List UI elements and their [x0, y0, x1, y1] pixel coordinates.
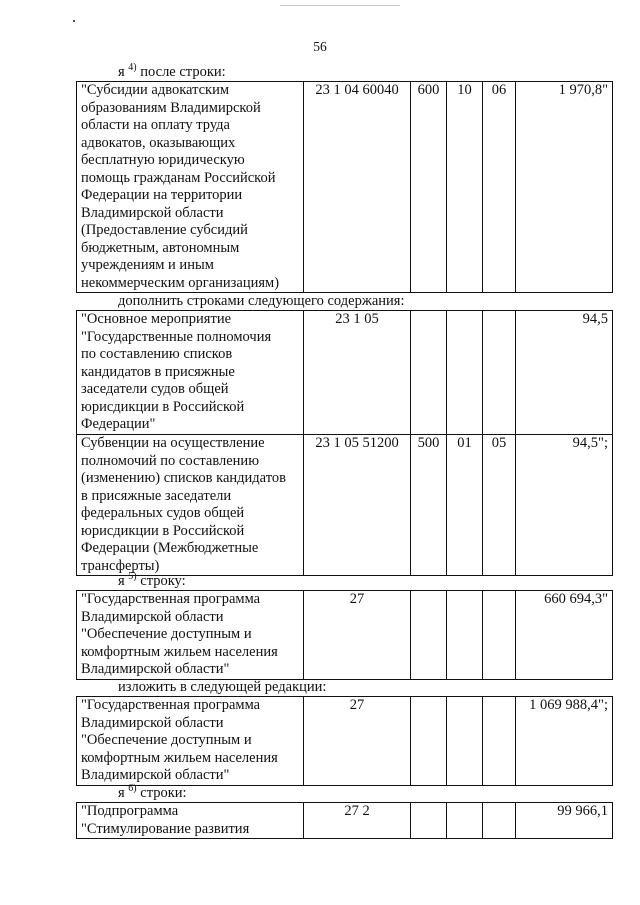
row-sum: 99 966,1	[516, 803, 613, 839]
row-sum: 660 694,3"	[516, 591, 613, 680]
note-add-rows: дополнить строками следующего содержания:	[118, 293, 405, 309]
row-subsection	[483, 591, 516, 680]
row-sum: 94,5";	[516, 435, 613, 576]
row-code: 27	[304, 591, 411, 680]
row-type	[411, 697, 447, 786]
page-number: 56	[313, 39, 327, 54]
scan-dot	[73, 20, 75, 22]
row-type	[411, 311, 447, 435]
row-name: "Государственная программа Владимирской области "Обеспечение доступным и комфортным жильем населения Владимирской области"	[81, 697, 278, 783]
table-block-4	[76, 696, 613, 786]
table-block-2	[76, 310, 613, 576]
note-new-edition: изложить в следующей редакции:	[118, 679, 327, 695]
table-row	[77, 803, 613, 839]
row-section	[447, 803, 483, 839]
top-edge-line	[280, 5, 400, 6]
row-name: "Государственная программа Владимирской области "Обеспечение доступным и комфортным жильем населения Владимирской области"	[81, 591, 278, 677]
table-row	[77, 591, 613, 680]
row-code: 27	[304, 697, 411, 786]
row-name: "Основное мероприятие "Государственные полномочия по составлению списков кандидатов в присяжные заседатели судов общей юрисдикции в Российской Федерации"	[81, 311, 272, 432]
table-block-5	[76, 802, 613, 839]
row-subsection: 05	[483, 435, 516, 576]
row-section	[447, 591, 483, 680]
row-type: 500	[411, 435, 447, 576]
row-code: 23 1 05 51200	[304, 435, 411, 576]
row-name: "Подпрограмма "Стимулирование развития	[81, 803, 250, 837]
row-section: 01	[447, 435, 483, 576]
note-row: я $^{5)}$ строку:	[118, 571, 186, 589]
row-subsection	[483, 311, 516, 435]
row-code: 23 1 04 60040	[304, 82, 411, 293]
row-code: 27 2	[304, 803, 411, 839]
table-block-3	[76, 590, 613, 680]
table-row	[77, 697, 613, 786]
row-type	[411, 803, 447, 839]
row-name: Субвенции на осуществление полномочий по составлению (изменению) списков кандидатов в присяжные заседатели федеральных судов общей юрисдикции в Российской Федерации (Межбюджетные трансферты)	[81, 435, 286, 574]
row-sum: 94,5	[516, 311, 613, 435]
table-row	[77, 435, 613, 576]
table-block-1	[76, 81, 613, 293]
row-code: 23 1 05	[304, 311, 411, 435]
row-subsection: 06	[483, 82, 516, 293]
row-section	[447, 697, 483, 786]
row-sum: 1 970,8"	[516, 82, 613, 293]
row-section: 10	[447, 82, 483, 293]
row-type: 600	[411, 82, 447, 293]
row-name: "Субсидии адвокатским образованиям Владимирской области на оплату труда адвокатов, оказывающих бесплатную юридическую помощь гражданам Российской Федерации на территории Владимирской области (Предоставление субсидий бюджетным, автономным учреждениям и иным некоммерческим организациям)	[81, 82, 280, 291]
table-row	[77, 82, 613, 293]
row-section	[447, 311, 483, 435]
row-subsection	[483, 803, 516, 839]
table-row	[77, 311, 613, 435]
note-after-row: я $^{4)}$ после строки:	[118, 62, 226, 80]
row-subsection	[483, 697, 516, 786]
row-type	[411, 591, 447, 680]
note-rows: я $^{6)}$ строки:	[118, 783, 187, 801]
row-sum: 1 069 988,4";	[516, 697, 613, 786]
